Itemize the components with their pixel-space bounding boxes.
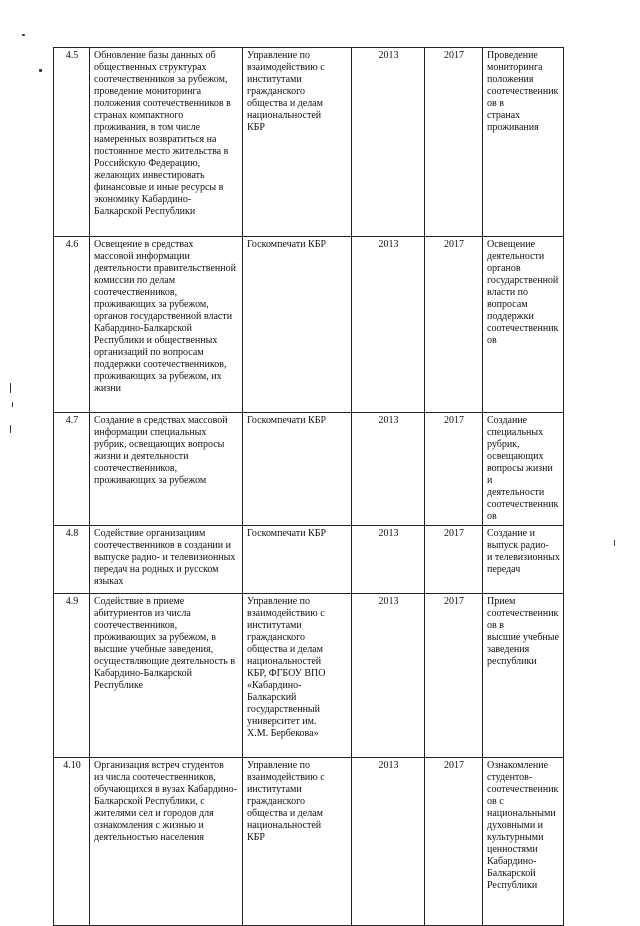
activity-description: Содействие организациям соотечественников в создании и выпуске радио- и телевизионных передач на родных и русском языках bbox=[90, 526, 243, 594]
activity-description: Содействие в приеме абитуриентов из числа соотечественников, проживающих за рубежом, в высшие учебные заведения, осуществляющие деятельность в Кабардино-Балкарской Республике bbox=[90, 594, 243, 758]
scan-speck bbox=[22, 34, 25, 36]
responsible-executor: Госкомпечати КБР bbox=[243, 526, 352, 594]
row-number: 4.9 bbox=[54, 594, 90, 758]
end-year: 2017 bbox=[425, 413, 483, 526]
activity-description: Организация встреч студентов из числа соотечественников, обучающихся в вузах Кабардино- Балкарской Республики, с жителями сел и городов для ознакомления с жизнью и деятельностью населения bbox=[90, 758, 243, 926]
row-number: 4.7 bbox=[54, 413, 90, 526]
row-number: 4.10 bbox=[54, 758, 90, 926]
responsible-executor: Управление по взаимодействию с институтами гражданского общества и делам национальностей КБР bbox=[243, 48, 352, 237]
table-row bbox=[54, 758, 564, 926]
activities-table bbox=[53, 47, 564, 926]
start-year: 2013 bbox=[352, 48, 425, 237]
end-year: 2017 bbox=[425, 48, 483, 237]
expected-result: Освещение деятельности органов государственной власти по вопросам поддержки соотечественников bbox=[483, 237, 564, 413]
scan-speck bbox=[39, 69, 42, 72]
activity-description: Создание в средствах массовой информации специальных рубрик, освещающих вопросы жизни и деятельности соотечественников, проживающих за рубежом bbox=[90, 413, 243, 526]
responsible-executor: Управление по взаимодействию с институтами гражданского общества и делам национальностей КБР, ФГБОУ ВПО «Кабардино- Балкарский государственный университет им. Х.М. Бербекова» bbox=[243, 594, 352, 758]
responsible-executor: Госкомпечати КБР bbox=[243, 237, 352, 413]
table-row bbox=[54, 413, 564, 526]
expected-result: Создание специальных рубрик, освещающих вопросы жизни и деятельности соотечественников bbox=[483, 413, 564, 526]
start-year: 2013 bbox=[352, 237, 425, 413]
row-number: 4.6 bbox=[54, 237, 90, 413]
activity-description: Обновление базы данных об общественных структурах соотечественников за рубежом, проведение мониторинга положения соотечественников в странах компактного проживания, в том числе намеренных возвратиться на постоянное место жительства в Российскую Федерацию, желающих инвестировать финансовые и иные ресурсы в экономику Кабардино- Балкарской Республики bbox=[90, 48, 243, 237]
scan-speck bbox=[10, 383, 11, 393]
table-row bbox=[54, 594, 564, 758]
scan-speck bbox=[614, 540, 615, 546]
row-number: 4.5 bbox=[54, 48, 90, 237]
activity-description: Освещение в средствах массовой информации деятельности правительственной комиссии по делам соотечественников, проживающих за рубежом, органов государственной власти Кабардино-Балкарской Республики и общественных организаций по вопросам поддержки соотечественников, проживающих за рубежом, их жизни bbox=[90, 237, 243, 413]
responsible-executor: Госкомпечати КБР bbox=[243, 413, 352, 526]
table-row bbox=[54, 48, 564, 237]
end-year: 2017 bbox=[425, 594, 483, 758]
expected-result: Прием соотечественников в высшие учебные заведения республики bbox=[483, 594, 564, 758]
expected-result: Создание и выпуск радио- и телевизионных передач bbox=[483, 526, 564, 594]
row-number: 4.8 bbox=[54, 526, 90, 594]
start-year: 2013 bbox=[352, 758, 425, 926]
responsible-executor: Управление по взаимодействию с институтами гражданского общества и делам национальностей КБР bbox=[243, 758, 352, 926]
scan-speck bbox=[10, 425, 11, 433]
start-year: 2013 bbox=[352, 526, 425, 594]
expected-result: Проведение мониторинга положения соотечественников в странах проживания bbox=[483, 48, 564, 237]
end-year: 2017 bbox=[425, 526, 483, 594]
end-year: 2017 bbox=[425, 758, 483, 926]
end-year: 2017 bbox=[425, 237, 483, 413]
start-year: 2013 bbox=[352, 594, 425, 758]
expected-result: Ознакомление студентов- соотечественников с национальными духовными и культурными ценностями Кабардино- Балкарской Республики bbox=[483, 758, 564, 926]
table-row bbox=[54, 526, 564, 594]
start-year: 2013 bbox=[352, 413, 425, 526]
scan-speck bbox=[12, 402, 13, 407]
table-row bbox=[54, 237, 564, 413]
